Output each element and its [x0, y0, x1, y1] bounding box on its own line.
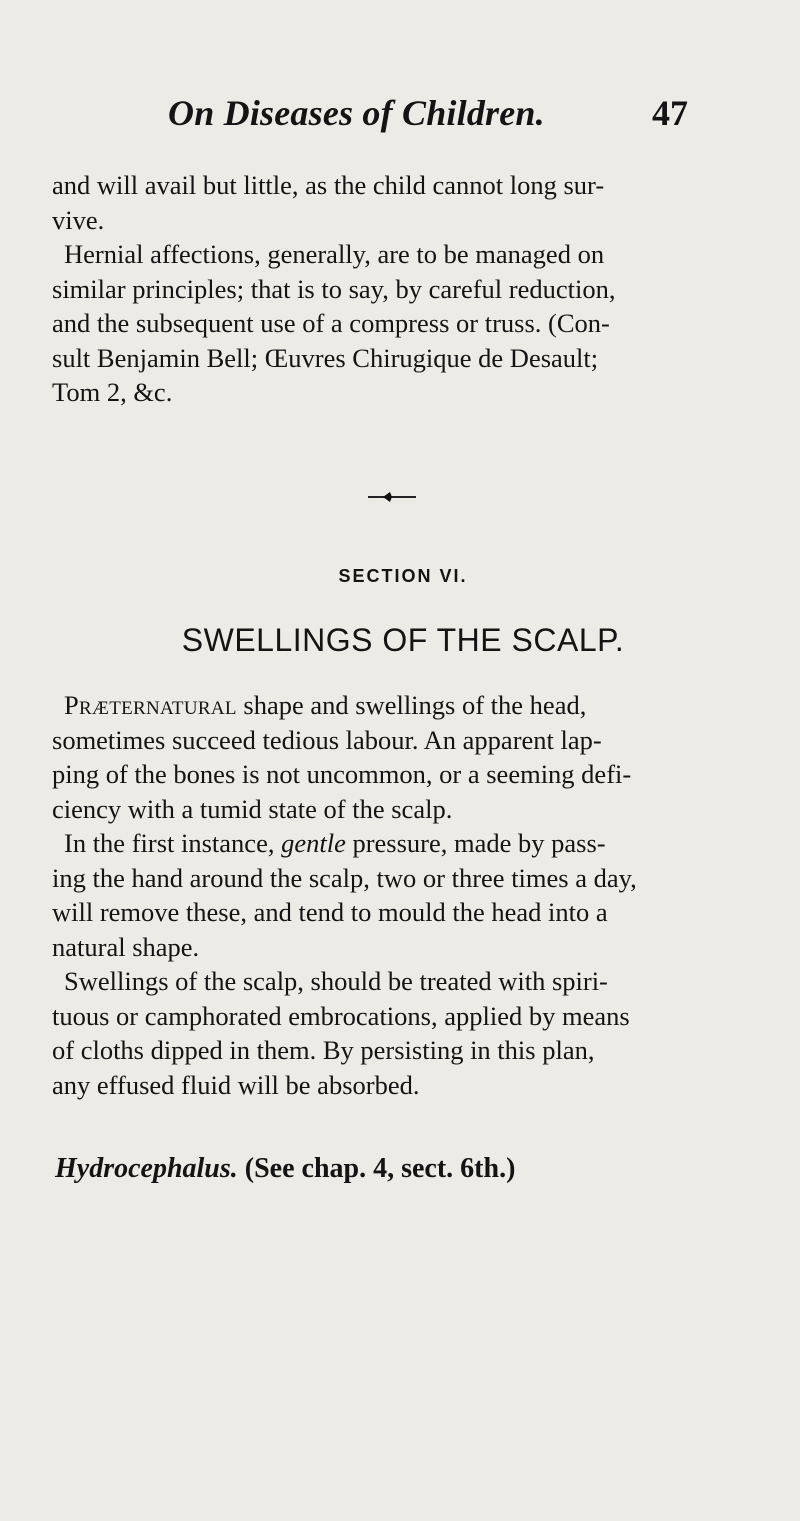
- text-line: ing the hand around the scalp, two or three times a day,: [52, 862, 637, 893]
- swellings-paragraph: [52, 964, 746, 1102]
- page-number: 47: [652, 93, 688, 133]
- text-line: Hernial affections, generally, are to be managed on: [64, 239, 605, 269]
- text-line: tuous or camphorated embrocations, applied by means: [52, 1000, 630, 1031]
- text-line: ciency with a tumid state of the scalp.: [52, 793, 453, 824]
- text-fragment: pressure, made by pass-: [345, 828, 606, 858]
- first-instance-paragraph: [52, 826, 746, 964]
- text-line: [52, 688, 746, 723]
- text-line: any effused fluid will be absorbed.: [52, 1069, 420, 1100]
- text-line: similar principles; that is to say, by careful reduction,: [52, 273, 616, 304]
- running-head: [168, 92, 688, 144]
- section-label: SECTION VI.: [338, 566, 468, 586]
- praeternatural-paragraph: [52, 688, 746, 826]
- small-caps-opening-word: Præternatural: [64, 690, 237, 720]
- text-line: [52, 826, 746, 861]
- text-line: and the subsequent use of a compress or truss. (Con-: [52, 308, 610, 338]
- chapter-reference: (See chap. 4, sect. 6th.): [237, 1153, 516, 1184]
- text-line: Swellings of the scalp, should be treated with spiri-: [64, 966, 608, 996]
- text-line: ping of the bones is not uncommon, or a seeming defi-: [52, 759, 632, 789]
- emphasis-gentle: gentle: [281, 828, 346, 858]
- hydrocephalus-line: [55, 1153, 515, 1185]
- text-line: will remove these, and tend to mould the head into a: [52, 897, 608, 927]
- hernial-paragraph: [52, 237, 746, 410]
- section-divider-ornament: [368, 490, 416, 504]
- text-line: natural shape.: [52, 931, 200, 962]
- text-line: Tom 2, &c.: [52, 377, 173, 407]
- section-heading: SWELLINGS OF THE SCALP.: [181, 622, 625, 658]
- intro-paragraph: [52, 168, 746, 237]
- text-line: sometimes succeed tedious labour. An apparent lap-: [52, 724, 602, 755]
- text-line: sult Benjamin Bell; Œuvres Chirugique de Desault;: [52, 342, 599, 373]
- text-line: of cloths dipped in them. By persisting in this plan,: [52, 1035, 595, 1065]
- text-fragment: In the first instance,: [64, 828, 282, 858]
- running-title: On Diseases of Children.: [168, 93, 545, 133]
- text-line: and will avail but little, as the child cannot long sur-: [52, 170, 605, 200]
- text-line: vive.: [52, 204, 105, 235]
- text-fragment: shape and swellings of the head,: [236, 690, 587, 720]
- hydrocephalus-term: Hydrocephalus.: [55, 1153, 238, 1184]
